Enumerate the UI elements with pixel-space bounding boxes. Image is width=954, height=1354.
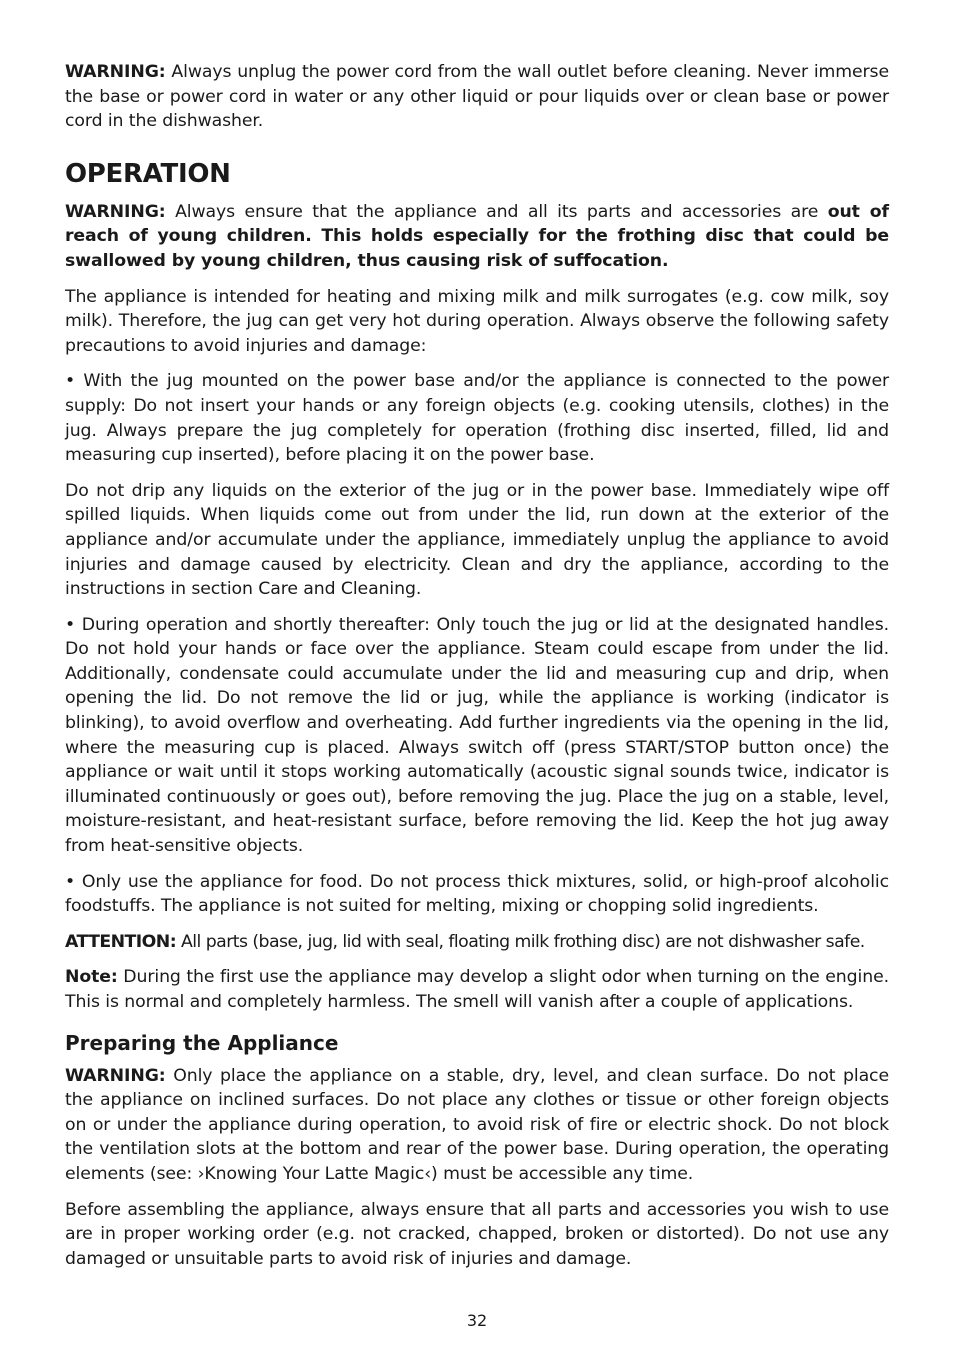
warning-emphasis: out of reach of young children. This holds especially for the frothing disc that could be swallowed by young children, thus causing risk of suffocation. (65, 201, 889, 271)
section-heading-operation: OPERATION (65, 158, 231, 189)
attention-label: ATTENTION: (65, 931, 177, 952)
bullet-food-only: • Only use the appliance for food. Do not process thick mixtures, solid, or high-proof alcoholic foodstuffs. The appliance is not suited for melting, mixing or chopping solid ingredients. (65, 871, 889, 917)
attention-text: All parts (base, jug, lid with seal, floating milk frothing disc) are not dishwasher safe. (181, 931, 865, 952)
page-content (65, 60, 889, 1282)
attention-paragraph (65, 930, 889, 955)
warning-label: WARNING: (65, 62, 166, 82)
bullet-jug-mounted: • With the jug mounted on the power base and/or the appliance is connected to the power supply: Do not insert your hands or any foreign objects (e.g. cooking utensils, clothes) in the jug. Always prepare the jug completely for operation (frothing disc inserted, filled, lid and measuring cup inserted), before placing it on the power base. (65, 371, 889, 466)
note-label: Note: (65, 967, 118, 988)
warning-label: WARNING: (65, 201, 166, 222)
note-text: During the first use the appliance may develop a slight odor when turning on the engine. This is normal and completely harmless. The smell will vanish after a couple of applications. (65, 967, 889, 1012)
page-number: 32 (466, 1311, 488, 1330)
warning-text: Always ensure that the appliance and all its parts and accessories are (175, 201, 819, 222)
warning-placement-paragraph (65, 1064, 889, 1187)
warning-unplug-paragraph (65, 60, 889, 134)
intro-paragraph: The appliance is intended for heating and mixing milk and milk surrogates (e.g. cow milk, soy milk). Therefore, the jug can get very hot during operation. Always observe the following safety precautions to avoid injuries and damage: (65, 286, 889, 356)
warning-text: Only place the appliance on a stable, dry, level, and clean surface. Do not place the appliance on inclined surfaces. Do not place any clothes or tissue or other foreign objects on or under the appliance during operation, to avoid risk of fire or electric shock. Do not block the ventilation slots at the bottom and rear of the power base. During operation, the operating elements (see: ›Knowing Your Latte Magic‹) must be accessible any time. (65, 1065, 889, 1184)
warning-children-paragraph (65, 200, 889, 274)
bullet-during-operation: • During operation and shortly thereafter: Only touch the jug or lid at the designated handles. Do not hold your hands or face over the appliance. Steam could escape from under the lid. Additionally, condensate could accumulate under the lid and measuring cup and drip, when opening the lid. Do not remove the lid or jug, while the appliance is working (indicator is blinking), to avoid overflow and overheating. Add further ingredients via the opening in the lid, where the measuring cup is placed. Always switch off (press START/STOP button once) the appliance or wait until it stops working automatically (acoustic signal sounds twice, indicator is illuminated continuously or goes out), before removing the jug. Place the jug on a stable, level, moisture-resistant, and heat-resistant surface, before removing the lid. Keep the hot jug away from heat-sensitive objects. (65, 614, 889, 857)
subsection-heading-preparing: Preparing the Appliance (65, 1030, 339, 1055)
warning-label: WARNING: (65, 1065, 166, 1086)
assembly-paragraph: Before assembling the appliance, always ensure that all parts and accessories you wish to use are in proper working order (e.g. not cracked, chapped, broken or distorted). Do not use any damaged or unsuitable parts to avoid risk of injuries and damage. (65, 1199, 889, 1269)
note-paragraph (65, 965, 889, 1014)
drip-paragraph: Do not drip any liquids on the exterior of the jug or in the power base. Immediately wipe off spilled liquids. When liquids come out from under the lid, run down at the exterior of the appliance and/or accumulate under the appliance, immediately unplug the appliance to avoid injuries and damage caused by electricity. Clean and dry the appliance, according to the instructions in section Care and Cleaning. (65, 480, 889, 600)
warning-text: Always unplug the power cord from the wall outlet before cleaning. Never immerse the base or power cord in water or any other liquid or pour liquids over or clean base or power cord in the dishwasher. (65, 62, 889, 132)
